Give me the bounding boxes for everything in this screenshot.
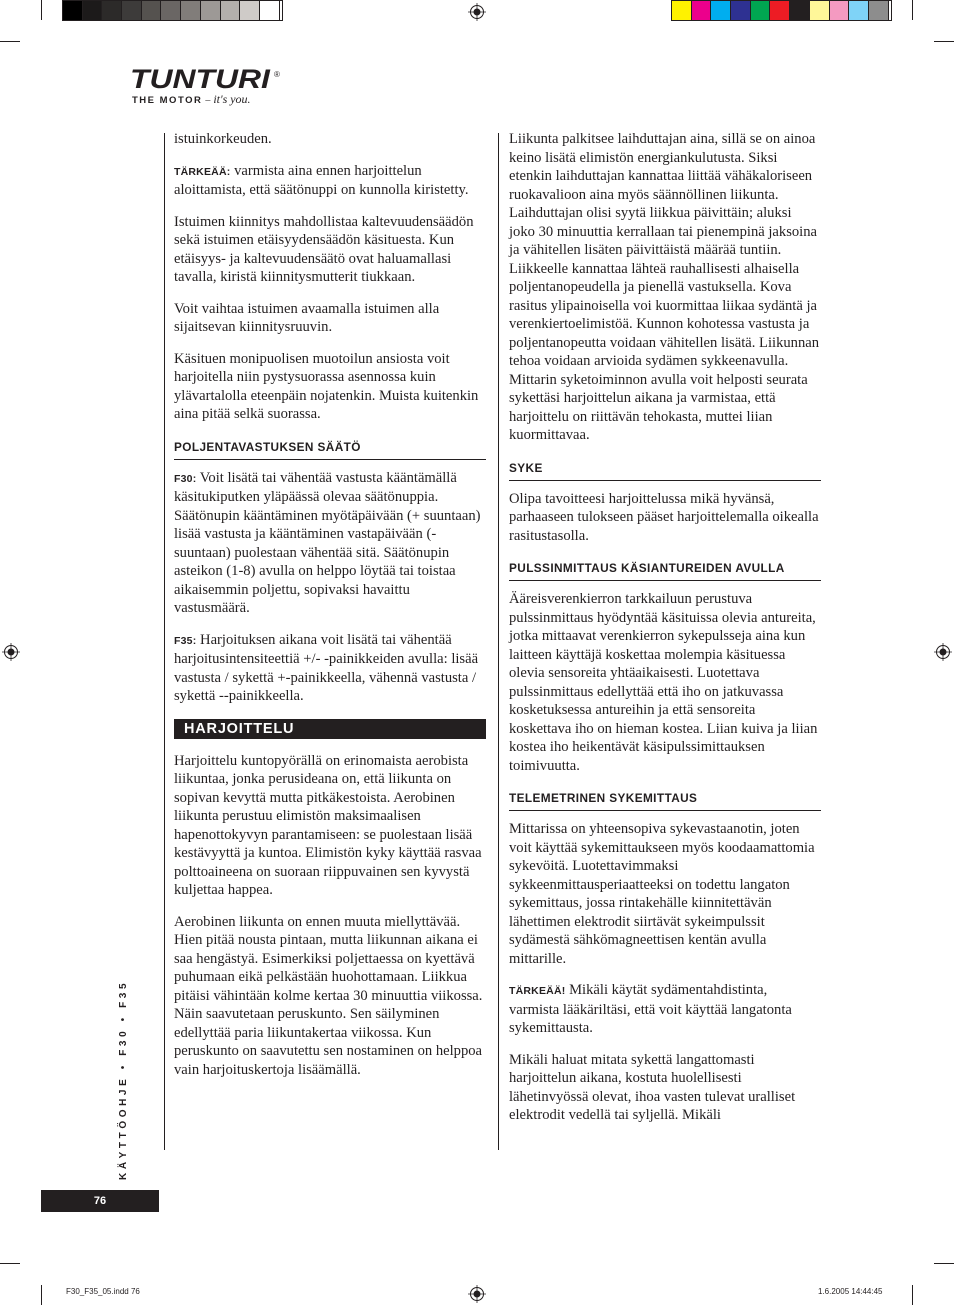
logo-registered-mark: ®	[274, 70, 280, 79]
registration-mark-icon	[2, 643, 20, 661]
calibration-swatch	[240, 1, 260, 20]
logo-tagline-motor: THE MOTOR	[132, 95, 203, 106]
paragraph: Mikäli haluat mitata sykettä langattomasti harjoittelun aikana, kostuta huolellisesti lähetinvyössä olevat, ihoa vasten tulevat uralliset elektrodit vedellä tai syljellä. Mikäli	[509, 1051, 796, 1123]
calibration-swatch	[63, 1, 83, 20]
f35-paragraph	[174, 631, 486, 706]
slug-date: 1.6.2005 14:44:45	[818, 1287, 883, 1296]
logo-tagline-you: it's you.	[213, 92, 251, 106]
logo-tagline-dash: –	[205, 95, 211, 106]
center-column-rule	[498, 133, 499, 1150]
page-number: 76	[41, 1190, 159, 1212]
section-heading-hand-pulse: PULSSINMITTAUS KÄSIANTUREIDEN AVULLA	[509, 561, 821, 581]
calibration-swatch	[672, 1, 692, 20]
logo-wordmark: TUNTURI	[130, 64, 270, 94]
f30-label: F30:	[174, 472, 197, 485]
slug-file: F30_F35_05.indd 76	[66, 1287, 140, 1296]
calibration-swatch	[181, 1, 201, 20]
calibration-swatch	[711, 1, 731, 20]
color-calibration-bar	[671, 0, 892, 21]
tunturi-logo	[130, 64, 280, 106]
section-heading-telemetric: TELEMETRINEN SYKEMITTAUS	[509, 791, 821, 811]
side-label: KÄYTTÖOHJE • F30 • F35	[118, 979, 129, 1180]
calibration-swatch	[830, 1, 850, 20]
registration-mark-icon	[468, 3, 486, 21]
f35-text: Harjoituksen aikana voit lisätä tai vähentää harjoitusintensiteettiä +/- -painikkeiden avulla: lisää vastusta / sykettä +-painikkeella, vähennä vastusta / sykettä --painikkeella.	[174, 631, 479, 704]
calibration-swatch	[751, 1, 771, 20]
calibration-swatch	[731, 1, 751, 20]
section-heading-resistance: POLJENTAVASTUKSEN SÄÄTÖ	[174, 440, 486, 460]
left-column-rule	[164, 133, 165, 1150]
paragraph: Istuimen kiinnitys mahdollistaa kaltevuudensäädön sekä istuimen etäisyydensäädön käsituesta. Kun etäisyys- ja kaltevuudensäätö ovat haluamallasi tavalla, kiristä kiinnitysmutterit tiukkaan.	[174, 213, 474, 285]
right-column	[509, 130, 821, 1138]
calibration-swatch	[161, 1, 181, 20]
paragraph: Mittarissa on yhteensopiva sykevastaanotin, joten voit käyttää sykemittaukseen myös koodaamattomia sykevöitä. Luotettavimmaksi sykkeenmittausperiaatteeksi on todettu langaton sykemittaus, jossa rintakehälle kiinnitettävän lähettimen elektrodit siirtävät sykeimpulssit sydämestä sähkömagneettisen kentän avulla mittarille.	[509, 821, 815, 967]
registration-mark-icon	[468, 1285, 486, 1303]
paragraph: Voit vaihtaa istuimen avaamalla istuimen alla sijaitsevan kiinnitysruuvin.	[174, 300, 440, 335]
calibration-swatch	[810, 1, 830, 20]
paragraph: Liikunta palkitsee laihduttajan aina, sillä se on ainoa keino lisätä elimistön energiankulutusta. Siksi etenkin laihduttajan kannattaa liittää vähäkaloriseen ruokavalioon aina myös säännöllinen liikunta. Laihduttajan olisi syytä liikkua päivittäin; aluksi joko 30 minuuttia kerrallaan tai pienempinä jaksoina ja vähitellen lisäten päivittäistä määrää tuntiin. Liikkeelle kannattaa lähteä rauhallisesti alhaisella poljentanopeudella ja pienellä vastuksella. Kova rasitus ylipainoisella voi kuormittaa liikaa sydäntä ja verenkiertoelimistöä. Kunnon kohotessa vastusta ja poljentanopeutta voidaan vähitellen lisätä. Liikunnan tehoa voidaan arvioida sydämen sykkeenavulla. Mittarin syketoiminnon avulla voit helposti seurata sykettäsi harjoittelun aikana ja varmistaa, että harjoittelu on riittävän tehokasta, muttei liian kuormittavaa.	[509, 131, 820, 443]
paragraph: Harjoittelu kuntopyörällä on erinomaista aerobista liikuntaa, jonka perusideana on, että liikunta on sopivan kevyttä mutta pitkäkestoista. Aerobinen liikunta perustuu elimistön maksimaalisen hapenottokyvyn parantamiseen: se puolestaan lisää kestävyyttä ja kuntoa. Elimistön kyky käyttää rasvaa polttoaineena on suoraan riippuvainen sen kyvystä kuljettaa happea.	[174, 752, 482, 898]
calibration-swatch	[221, 1, 241, 20]
calibration-swatch	[102, 1, 122, 20]
paragraph: Aerobinen liikunta on ennen muuta miellyttävää. Hien pitää nousta pintaan, mutta liikunnan aikana ei saa hengästyä. Esimerkiksi poljettaessa on kyettävä puhumaan eikä pelkästään huohottamaan. Liikkua pitäisi vähintään kolme kertaa 30 minuuttia viikossa. Näin saavutetaan peruskunto. Sen säilyminen edellyttää paria liikuntakertaa viikossa. Kun peruskunto on saavutettu sen nostaminen on helppoa vain harjoituskertoja lisäämällä.	[174, 913, 483, 1078]
paragraph: Olipa tavoitteesi harjoittelussa mikä hyvänsä, parhaaseen tulokseen pääset harjoittelemalla oikealla rasitustasolla.	[509, 490, 819, 544]
important-note	[509, 981, 821, 1038]
f35-label: F35:	[174, 634, 197, 647]
calibration-swatch	[260, 1, 280, 20]
calibration-swatch	[142, 1, 162, 20]
calibration-swatch	[692, 1, 712, 20]
f30-text: Voit lisätä tai vähentää vastusta kääntämällä käsitukiputken yläpäässä olevaa säätönuppia. Säätönupin kääntäminen myötäpäivään (+ suuntaan) lisää vastusta ja kääntäminen vastapäivään (- suuntaan) puolestaan vähentää sitä. Säätönupin asteikon (1-8) avulla on helppo löytää tai toistaa aikaisemmin poljettu, sopivaksi havaittu vastusmäärä.	[174, 469, 481, 616]
calibration-swatch	[849, 1, 869, 20]
left-column	[174, 130, 486, 1092]
calibration-swatch	[770, 1, 790, 20]
important-note	[174, 162, 486, 200]
grayscale-calibration-bar	[62, 0, 283, 21]
calibration-swatch	[122, 1, 142, 20]
section-heading-training: HARJOITTELU	[174, 719, 486, 739]
section-heading-heart-rate: SYKE	[509, 461, 821, 481]
calibration-swatch	[83, 1, 103, 20]
logo-tagline	[132, 92, 251, 107]
registration-mark-icon	[934, 643, 952, 661]
paragraph: istuinkorkeuden.	[174, 131, 272, 147]
calibration-swatch	[790, 1, 810, 20]
important-text: varmista aina ennen harjoittelun aloittamista, että säätönuppi on kunnolla kiristetty.	[174, 162, 469, 198]
paragraph: Käsituen monipuolisen muotoilun ansiosta voit harjoitella niin pystysuorassa asennossa kuin ylävartalolla eteenpäin nojatenkin. Muista kuitenkin aina pitää selkä suorassa.	[174, 350, 479, 422]
important-label: TÄRKEÄÄ:	[174, 165, 231, 178]
f30-paragraph	[174, 469, 486, 618]
calibration-swatch	[201, 1, 221, 20]
calibration-swatch	[869, 1, 889, 20]
paragraph: Ääreisverenkierron tarkkailuun perustuva pulssinmittaus hyödyntää käsituissa olevia antureita, jotka mittaavat verenkierron sykepulsseja aina kun laitteen käyttäjä koskettaa molempia käsituessa olevia sensoreita yhtäaikaisesti. Luotettava pulssinmittaus edellyttää että iho on jatkuvassa kosketuksessa antureihin ja että sensoreita koskettava iho on hieman kostea. Liian kuiva ja liian kostea iho heikentävät käsipulssimittauksen toimivuutta.	[509, 591, 818, 774]
important-label: TÄRKEÄÄ!	[509, 985, 566, 997]
important-text: Mikäli käytät sydämentahdistinta, varmista lääkäriltäsi, että voit käyttää langatonta sykemittausta.	[509, 982, 792, 1036]
